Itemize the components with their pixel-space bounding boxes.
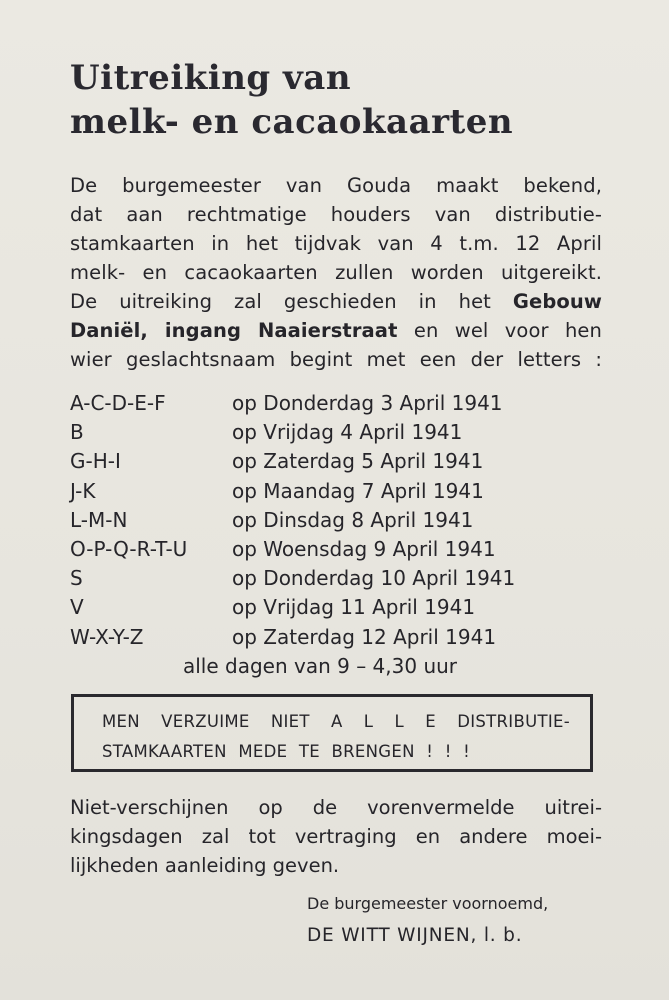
schedule-letters: S (70, 566, 83, 591)
schedule-date: op Donderdag 3 April 1941 (232, 391, 503, 415)
intro-line-3: stamkaarten in het tijdvak van 4 t.m. 12 April (70, 232, 602, 255)
schedule-date: op Woensdag 9 April 1941 (232, 537, 496, 562)
outro-line-3: lijkheden aanleiding geven. (70, 854, 340, 877)
schedule-row (70, 623, 610, 652)
schedule-date: op Donderdag 10 April 1941 (232, 566, 516, 591)
intro-line-4: melk- en cacaokaarten zullen worden uitgereikt. (70, 261, 602, 284)
intro-line-6 (70, 316, 602, 345)
signature-role: De burgemeester voornoemd, (307, 894, 549, 913)
intro-line-5 (70, 287, 602, 316)
schedule-row (70, 447, 610, 476)
schedule-date: op Maandag 7 April 1941 (232, 478, 484, 503)
building-name-part-1: Gebouw (512, 290, 602, 313)
schedule-date: op Vrijdag 4 April 1941 (232, 420, 463, 445)
title-line-2: melk- en cacaokaarten (70, 102, 514, 142)
intro-line-7: wier geslachtsnaam begint met een der letters : (70, 348, 602, 371)
intro-paragraph (70, 171, 602, 374)
schedule-row (70, 564, 610, 593)
title-line-1: Uitreiking van (70, 58, 352, 98)
intro-line-6-text: en wel voor hen (413, 319, 602, 342)
outro-line-2: kingsdagen zal tot vertraging en andere moei- (70, 825, 602, 848)
closing-paragraph (70, 793, 602, 880)
signature-name: DE WITT WIJNEN, l. b. (307, 925, 523, 946)
schedule-letters: L-M-N (70, 507, 128, 532)
schedule-date: op Zaterdag 12 April 1941 (232, 624, 497, 649)
schedule-letters: B (70, 420, 84, 445)
notice-box (71, 694, 593, 772)
schedule-letters: W-X-Y-Z (70, 624, 144, 649)
intro-line-1: De burgemeester van Gouda maakt bekend, (70, 174, 602, 197)
schedule-letters: G-H-I (70, 449, 121, 474)
schedule-row (70, 506, 610, 535)
distribution-schedule (70, 389, 610, 681)
schedule-date: op Zaterdag 5 April 1941 (232, 449, 484, 474)
opening-hours: alle dagen van 9 – 4,30 uur (182, 653, 458, 678)
schedule-row (70, 389, 610, 418)
notice-line-2: STAMKAARTEN MEDE TE BRENGEN ! ! ! (102, 742, 471, 761)
schedule-date: op Dinsdag 8 April 1941 (232, 507, 474, 532)
building-name-part-2: Daniël, ingang Naaierstraat (70, 319, 398, 342)
poster-title (70, 56, 630, 144)
schedule-row (70, 418, 610, 447)
schedule-letters: A-C-D-E-F (70, 391, 166, 415)
schedule-letters: V (70, 595, 84, 620)
intro-line-2: dat aan rechtmatige houders van distributie- (70, 203, 602, 226)
outro-line-1: Niet-verschijnen op de vorenvermelde uitrei- (70, 796, 602, 819)
notice-line-1: MEN VERZUIME NIET A L L E DISTRIBUTIE- (102, 712, 570, 731)
schedule-row (70, 593, 610, 622)
schedule-row (70, 535, 610, 564)
schedule-row (70, 477, 610, 506)
schedule-date: op Vrijdag 11 April 1941 (232, 595, 476, 620)
schedule-letters: O-P-Q-R-T-U (70, 537, 188, 562)
intro-line-5-text: De uitreiking zal geschieden in het (70, 290, 491, 313)
schedule-letters: J-K (70, 478, 96, 503)
